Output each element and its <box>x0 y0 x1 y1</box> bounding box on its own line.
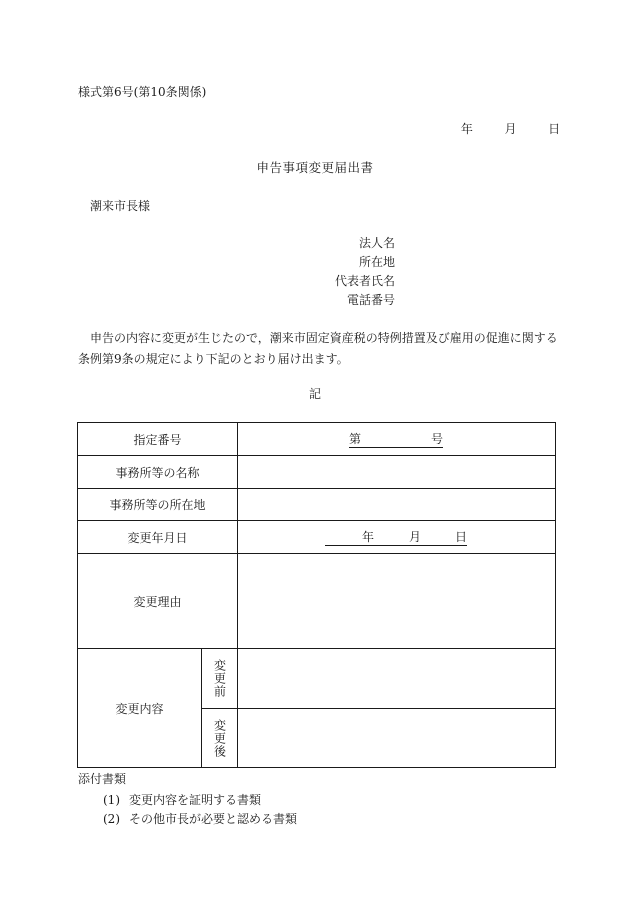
form-number: 様式第6号(第10条関係) <box>78 85 207 99</box>
change-before-label: 変更前 <box>212 659 227 698</box>
date-day-label: 日 <box>548 122 561 136</box>
addressee: 潮来市長様 <box>90 199 151 213</box>
attachment-number: (2) <box>103 812 120 826</box>
office-name-label: 事務所等の名称 <box>115 465 200 480</box>
applicant-address-label: 所在地 <box>358 255 395 269</box>
date-year-label: 年 <box>460 122 473 136</box>
change-form-table <box>77 422 556 768</box>
attachment-text: その他市長が必要と認める書類 <box>129 812 298 826</box>
submission-date <box>457 123 560 135</box>
body-text: 申告の内容に変更が生じたので，潮来市固定資産税の特例措置及び雇用の促進に関する条例第9条の規定により下記のとおり届け出ます。 <box>78 331 558 366</box>
change-reason-field[interactable] <box>238 554 555 648</box>
attachment-number: (1) <box>103 793 120 807</box>
change-date-label: 変更年月日 <box>127 530 188 545</box>
office-address-field[interactable] <box>238 489 555 520</box>
change-after-label: 変更後 <box>212 718 227 758</box>
applicant-corporation-label: 法人名 <box>358 236 395 250</box>
change-date-field[interactable] <box>325 531 467 546</box>
attachment-item <box>103 813 297 825</box>
change-date-year: 年 <box>362 530 375 544</box>
change-date-day: 日 <box>455 530 468 544</box>
ki-heading: 記 <box>308 387 321 401</box>
applicant-phone-label: 電話番号 <box>346 293 395 307</box>
attachment-text: 変更内容を証明する書類 <box>129 793 262 807</box>
designation-number-label: 指定番号 <box>133 432 182 447</box>
designation-number-field[interactable] <box>349 433 443 448</box>
change-reason-label: 変更理由 <box>133 594 182 609</box>
attachments-heading: 添付書類 <box>78 772 127 786</box>
designation-suffix: 号 <box>430 432 443 446</box>
office-address-label: 事務所等の所在地 <box>109 498 206 512</box>
office-name-field[interactable] <box>238 456 555 488</box>
applicant-representative-label: 代表者氏名 <box>334 274 395 288</box>
date-month-label: 月 <box>504 122 517 136</box>
attachment-item <box>103 794 261 806</box>
change-date-month: 月 <box>409 530 422 544</box>
change-after-field[interactable] <box>238 709 555 767</box>
designation-prefix: 第 <box>349 432 362 446</box>
change-before-field[interactable] <box>238 649 555 708</box>
change-content-label: 変更内容 <box>115 701 164 716</box>
document-title: 申告事項変更届出書 <box>256 160 374 175</box>
